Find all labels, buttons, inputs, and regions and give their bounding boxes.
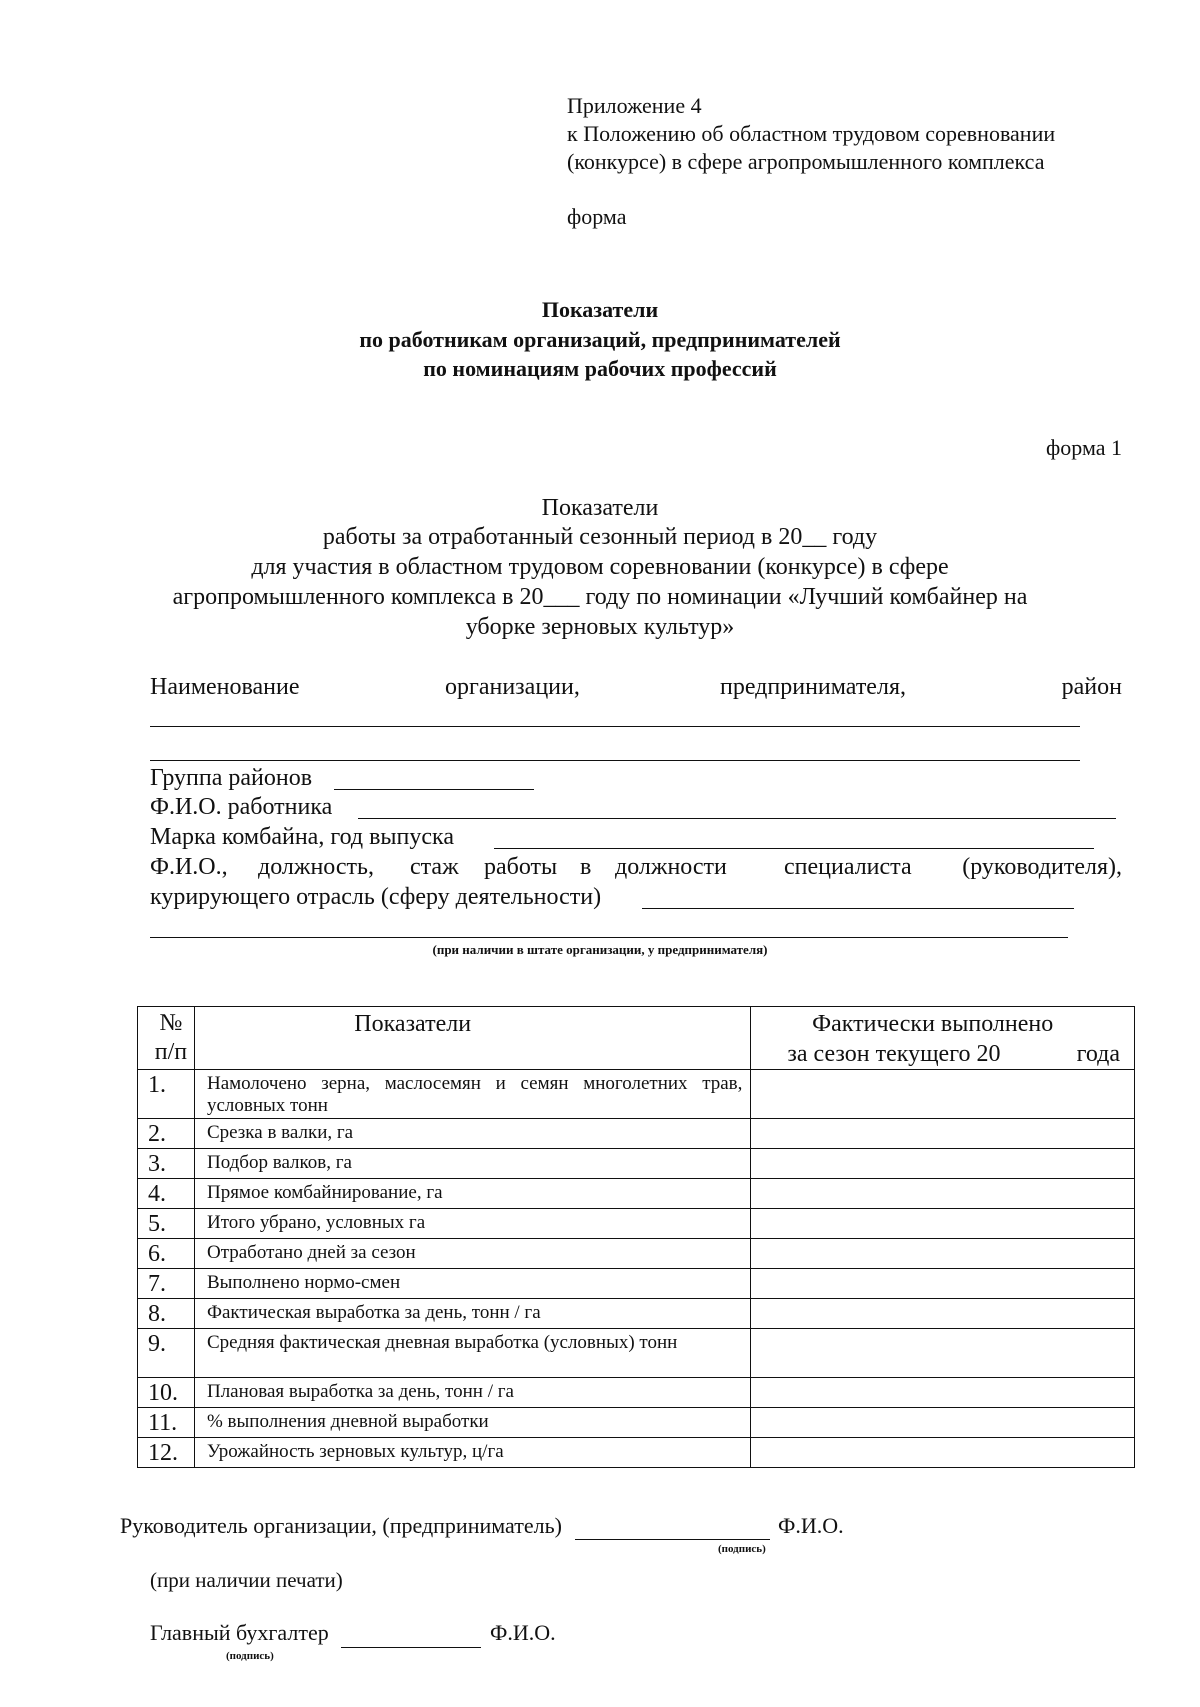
accountant-sign-hint: (подпись)	[226, 1650, 274, 1662]
main-title-line3: по номинациям рабочих профессий	[423, 356, 777, 381]
row-value-cell[interactable]	[751, 1438, 1135, 1468]
row-indicator: Плановая выработка за день, тонн / га	[206, 1381, 514, 1402]
accountant-signature-line[interactable]	[341, 1647, 481, 1648]
specialist-hint: (при наличии в штате организации, у предпринимателя)	[432, 942, 768, 957]
head-signature-line[interactable]	[575, 1539, 770, 1540]
specialist-fill-line[interactable]	[642, 908, 1074, 909]
accountant-signature-label: Главный бухгалтер	[150, 1620, 329, 1645]
row-indicator: % выполнения дневной выработки	[206, 1411, 489, 1432]
row-number: 1.	[148, 1072, 166, 1098]
header-number-line1: №	[159, 1010, 183, 1036]
specialist-label-line2: курирующего отрасль (сферу деятельности)	[150, 884, 602, 910]
header-indicator-text: Показатели	[354, 1011, 472, 1037]
combine-model-label: Марка комбайна, год выпуска	[150, 824, 454, 850]
row-value-cell[interactable]	[751, 1269, 1135, 1299]
specialist-label-word4: работы	[484, 854, 558, 880]
row-indicator: Средняя фактическая дневная выработка (условных) тонн	[206, 1332, 678, 1353]
row-indicator: Подбор валков, га	[206, 1152, 352, 1173]
head-fio: Ф.И.О.	[778, 1513, 844, 1538]
row-value-cell[interactable]	[751, 1299, 1135, 1329]
specialist-label-word6: должности	[615, 854, 727, 880]
specialist-label-word7: специалиста	[784, 854, 912, 880]
table-row	[138, 1209, 1135, 1239]
appendix-number: Приложение 4	[567, 93, 702, 118]
subtitle-heading: Показатели	[541, 495, 659, 521]
row-number: 12.	[148, 1440, 178, 1466]
table-row	[138, 1378, 1135, 1408]
specialist-fill-line-2[interactable]	[150, 937, 1068, 938]
org-fill-line-1[interactable]	[150, 726, 1080, 727]
table-row	[138, 1239, 1135, 1269]
header-fact-line2-end: года	[1076, 1041, 1120, 1067]
district-group-fill-line[interactable]	[334, 789, 534, 790]
row-number: 11.	[148, 1410, 178, 1436]
row-value-cell[interactable]	[751, 1239, 1135, 1269]
row-number: 8.	[148, 1301, 166, 1327]
row-indicator: Прямое комбайнирование, га	[206, 1182, 443, 1203]
header-fact-line2	[751, 1039, 1134, 1069]
row-indicator: Срезка в валки, га	[206, 1122, 354, 1143]
specialist-label-word1: Ф.И.О.,	[150, 854, 228, 880]
row-indicator: Фактическая выработка за день, тонн / га	[206, 1302, 541, 1323]
district-group-label: Группа районов	[150, 765, 313, 791]
row-number: 5.	[148, 1211, 166, 1237]
specialist-label-word8: (руководителя),	[962, 854, 1122, 880]
table-row	[138, 1269, 1135, 1299]
table-header-row	[138, 1007, 1135, 1070]
subtitle-purpose: для участия в областном трудовом соревновании (конкурсе) в сфере	[251, 554, 949, 580]
indicators-table	[137, 1006, 1135, 1468]
header-indicator	[194, 1007, 750, 1070]
specialist-label-word2: должность,	[258, 854, 374, 880]
row-indicator: Намолочено зерна, маслосемян и семян многолетних трав, условных тонн	[206, 1073, 743, 1116]
table-row	[138, 1179, 1135, 1209]
table-row	[138, 1119, 1135, 1149]
row-indicator: Отработано дней за сезон	[206, 1242, 416, 1263]
head-signature-label: Руководитель организации, (предприниматель)	[120, 1513, 562, 1538]
row-value-cell[interactable]	[751, 1179, 1135, 1209]
org-fill-line-2[interactable]	[150, 760, 1080, 761]
worker-name-fill-line[interactable]	[358, 818, 1116, 819]
header-fact-line1: Фактически выполнено	[812, 1011, 1054, 1037]
org-label-word4: район	[1061, 674, 1122, 700]
header-fact-line2-text: за сезон текущего 20	[787, 1041, 1001, 1067]
main-title: Показатели	[541, 297, 659, 322]
row-number: 10.	[148, 1380, 178, 1406]
subtitle-nomination: агропромышленного комплекса в 20___ году по номинации «Лучший комбайнер на	[172, 584, 1028, 610]
table-row	[138, 1408, 1135, 1438]
accountant-fio: Ф.И.О.	[490, 1620, 556, 1645]
table-row	[138, 1149, 1135, 1179]
combine-model-fill-line[interactable]	[494, 848, 1094, 849]
row-number: 7.	[148, 1271, 166, 1297]
row-indicator: Выполнено нормо-смен	[206, 1272, 401, 1293]
row-number: 9.	[148, 1331, 166, 1357]
row-number: 2.	[148, 1121, 166, 1147]
org-label-word2: организации,	[445, 674, 580, 700]
seal-note: (при наличии печати)	[150, 1568, 343, 1592]
org-label-word1: Наименование	[150, 674, 300, 700]
appendix-reference-cont: (конкурсе) в сфере агропромышленного комплекса	[567, 149, 1045, 174]
table-row	[138, 1070, 1135, 1119]
appendix-form-label: форма	[567, 204, 627, 229]
worker-name-label: Ф.И.О. работника	[150, 794, 333, 820]
subtitle-period: работы за отработанный сезонный период в 20__ году	[322, 524, 878, 550]
table-row	[138, 1329, 1135, 1378]
row-value-cell[interactable]	[751, 1149, 1135, 1179]
row-number: 3.	[148, 1151, 166, 1177]
subtitle-nomination-end: уборке зерновых культур»	[465, 614, 735, 640]
row-value-cell[interactable]	[751, 1408, 1135, 1438]
row-value-cell[interactable]	[751, 1119, 1135, 1149]
org-label-word3: предпринимателя,	[720, 674, 906, 700]
specialist-label-word5: в	[580, 854, 592, 880]
row-value-cell[interactable]	[751, 1329, 1135, 1378]
header-number	[138, 1007, 195, 1070]
specialist-label-word3: стаж	[410, 854, 459, 880]
row-number: 6.	[148, 1241, 166, 1267]
row-value-cell[interactable]	[751, 1378, 1135, 1408]
table-row	[138, 1438, 1135, 1468]
row-value-cell[interactable]	[751, 1070, 1135, 1119]
main-title-line2: по работникам организаций, предпринимателей	[359, 327, 841, 352]
header-fact	[751, 1007, 1135, 1070]
row-indicator: Урожайность зерновых культур, ц/га	[206, 1441, 504, 1462]
header-number-line2: п/п	[154, 1039, 188, 1065]
row-value-cell[interactable]	[751, 1209, 1135, 1239]
appendix-reference: к Положению об областном трудовом соревновании	[567, 121, 1056, 146]
head-sign-hint: (подпись)	[718, 1543, 766, 1555]
table-row	[138, 1299, 1135, 1329]
form-number: форма 1	[1046, 435, 1122, 460]
row-number: 4.	[148, 1181, 166, 1207]
row-indicator: Итого убрано, условных га	[206, 1212, 426, 1233]
